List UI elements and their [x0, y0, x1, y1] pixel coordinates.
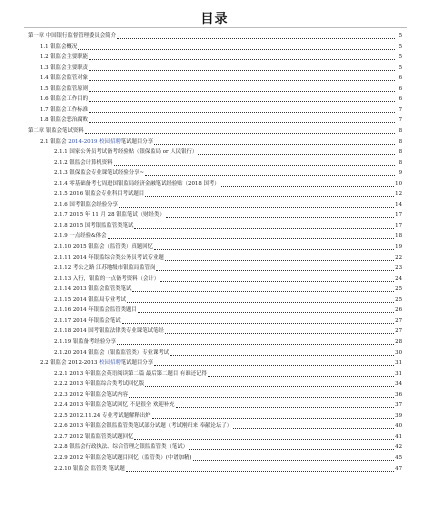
toc-entry-title: 2.1.10 2015 银监会（监管类）真题回忆	[54, 244, 153, 250]
toc-page-number: 5	[398, 33, 402, 39]
toc-page-number: 5	[398, 64, 402, 71]
toc-dot-leader	[156, 269, 394, 271]
toc-entry-title: 2.1.3 银保监会专业课笔试经验分享~	[54, 170, 145, 177]
toc-entry[interactable]	[40, 94, 402, 104]
toc-dot-leader	[108, 237, 395, 239]
toc-entry[interactable]	[40, 115, 402, 125]
toc-dot-leader	[89, 100, 395, 102]
toc-entry[interactable]	[40, 105, 402, 115]
toc-dot-leader	[152, 417, 395, 419]
toc-entry[interactable]	[54, 263, 402, 273]
toc-page-number: 6	[398, 96, 402, 103]
toc-dot-leader	[221, 185, 395, 187]
toc-dot-leader	[117, 343, 394, 345]
toc-dot-leader	[89, 111, 395, 113]
toc-entry[interactable]	[54, 379, 402, 389]
toc-dot-leader	[119, 206, 394, 208]
toc-entry[interactable]	[54, 168, 402, 178]
toc-dot-leader	[134, 438, 394, 440]
toc-page-number: 24	[395, 275, 402, 282]
toc-page-number: 31	[395, 360, 402, 367]
toc-entry-title: 2.2.4 2013 年银监会笔试回忆 不是很全 欢迎补充	[54, 402, 175, 409]
toc-dot-leader	[233, 427, 394, 429]
toc-entry-title: 2.1.9 一点经验&体会	[54, 233, 107, 240]
toc-entry[interactable]	[54, 369, 402, 379]
toc-entry[interactable]	[54, 189, 402, 199]
toc-entry-title: 2.1.20 2014 银监会（银监监管类）专业课考试	[54, 349, 170, 356]
toc-entry-title: 2.2.1 2013 年银监会英语阅读第二篇 最后第二题目 有谁还记得	[54, 370, 207, 377]
toc-dot-leader	[126, 470, 394, 472]
toc-entry[interactable]	[40, 42, 402, 52]
toc-dot-leader	[122, 322, 395, 324]
toc-page-number: 8	[398, 159, 402, 166]
toc-entry-title	[40, 137, 153, 147]
toc-entry-title: 2.1.7 2015 年 11 月 28 银监笔试（财经类）	[54, 212, 165, 219]
toc-page-number: 23	[395, 265, 402, 272]
toc-entry[interactable]	[54, 464, 402, 474]
toc-entry-title: 1.6 银监会工作目的	[40, 96, 89, 103]
toc-page-number: 28	[395, 338, 402, 345]
toc-entry-title: 2.2.2 2013 年银监综合类考试回忆版	[54, 381, 145, 388]
toc-page-number: 25	[395, 296, 402, 303]
toc-dot-leader	[117, 37, 395, 39]
toc-entry[interactable]	[54, 390, 402, 400]
toc-entry-title: 2.1.14 2013 银监会监管类笔试	[54, 286, 132, 293]
toc-entry-title-highlight: 校园招聘	[99, 360, 121, 367]
toc-entry-title: 第一章 中国银行监督管理委员会简介	[28, 33, 116, 39]
toc-entry-title	[40, 358, 153, 368]
toc-entry-title: 2.2.10 银监会 监管类 笔试题	[54, 465, 125, 472]
toc-dot-leader	[165, 259, 394, 261]
toc-entry[interactable]	[54, 442, 402, 452]
toc-page-number: 9	[398, 170, 402, 177]
toc-entry[interactable]	[54, 305, 402, 315]
toc-page-number: 34	[395, 381, 402, 388]
toc-page-number: 8	[398, 138, 402, 145]
toc-page-number: 27	[395, 317, 402, 324]
toc-dot-leader	[89, 121, 395, 123]
toc-entry[interactable]	[54, 421, 402, 431]
toc-entry[interactable]	[54, 147, 402, 157]
toc-page-number: 30	[395, 349, 402, 356]
toc-entry[interactable]	[54, 221, 402, 231]
toc-entry-title: 2.1.15 2014 银监局专业考试	[54, 296, 127, 303]
toc-page-number: 5	[398, 43, 402, 50]
toc-dot-leader	[145, 195, 394, 197]
toc-dot-leader	[89, 69, 395, 71]
toc-dot-leader	[176, 406, 395, 408]
toc-entry-title: 1.3 银监会主要职责	[40, 64, 89, 71]
toc-entry-title: 1.2 银监会主要职能	[40, 54, 89, 61]
toc-page-number: 18	[395, 233, 402, 240]
toc-page-number: 19	[395, 244, 402, 250]
toc-page-number: 37	[395, 402, 402, 409]
toc-entry-title: 2.2.7 2012 银监监管类试题回忆	[54, 433, 134, 440]
toc-entry-title: 2.1.17 2014 年银监会笔试	[54, 317, 121, 324]
toc-page-number: 27	[395, 328, 402, 335]
toc-entry-title: 2.1.16 2014 年银监会监管类题目	[54, 307, 137, 314]
toc-entry[interactable]	[54, 400, 402, 410]
toc-entry[interactable]	[40, 63, 402, 73]
toc-dot-leader	[89, 90, 395, 92]
toc-page-number: 42	[395, 444, 402, 451]
toc-entry-title: 2.1.8 2015 国考银监监管类笔试	[54, 222, 134, 229]
toc-entry[interactable]	[54, 284, 402, 294]
toc-page-number: 17	[395, 222, 402, 229]
toc-dot-leader	[134, 227, 394, 229]
toc-entry-title: 2.1.4 零基础备考七周进国银监局经济金融笔试经验贴（2018 国考）	[54, 180, 220, 187]
toc-entry[interactable]	[40, 52, 402, 62]
toc-page-number: 26	[395, 307, 402, 314]
toc-entry-title: 2.1.6 国考银监会经验分享	[54, 201, 118, 208]
toc-entry[interactable]	[40, 358, 402, 368]
toc-page-number: 17	[395, 212, 402, 219]
toc-page-number: 10	[395, 180, 402, 187]
toc-page-number: 7	[398, 117, 402, 124]
toc-entry-title-suffix: 笔试题目分享	[120, 360, 154, 367]
toc-entry[interactable]	[54, 210, 402, 220]
toc-page-number: 47	[395, 465, 402, 472]
toc-entry[interactable]	[54, 348, 402, 358]
toc-dot-leader	[127, 301, 394, 303]
toc-entry-title-highlight: 2014-2019 校园招聘	[68, 138, 121, 145]
toc-entry[interactable]	[54, 295, 402, 305]
toc-dot-leader	[154, 248, 394, 250]
toc-entry-title: 第二章 银监会笔试资料	[28, 127, 84, 134]
toc-dot-leader	[85, 132, 395, 134]
toc-dot-leader	[208, 375, 394, 377]
title-divider	[24, 27, 407, 28]
toc-page-number: 39	[395, 412, 402, 419]
toc-entry-title: 2.1.18 2014 国考银监法律类专业课笔试笔经	[54, 328, 164, 335]
toc-entry[interactable]	[40, 73, 402, 83]
toc-dot-leader	[129, 396, 394, 398]
toc-entry-title: 2.2.6 2013 年银监会银监监管类笔试部分试题（考试刚归来 奉献论坛了）	[54, 423, 233, 430]
toc-page-number: 12	[395, 191, 402, 198]
toc-entry-title-prefix: 2.2 银监会 2012-2013	[40, 360, 100, 367]
toc-entry-title: 1.4 银监会监管对象	[40, 75, 89, 82]
toc-entry-title: 2.2.5 2012.11.24 专业考试题解释出炉	[54, 412, 151, 419]
toc-entry-title: 1.5 银监会监管原则	[40, 85, 89, 92]
toc-entry[interactable]	[54, 253, 402, 263]
toc-entry[interactable]	[54, 453, 402, 463]
toc-entry-title: 2.1.11 2014 年银监综合类公务员考试专业题	[54, 254, 164, 261]
toc-page-number: 22	[395, 254, 402, 261]
toc-entry[interactable]	[54, 432, 402, 442]
toc-entry[interactable]	[54, 158, 402, 168]
toc-entry-title: 2.2.9 2012 年银监会笔试题目回忆（监管类）(中谱加精)	[54, 455, 192, 461]
toc-page-number: 7	[398, 106, 402, 113]
toc-dot-leader	[198, 153, 395, 155]
toc-page-number: 6	[398, 85, 402, 92]
toc-entry-title: 1.8 银监会恶治腐败	[40, 117, 89, 124]
toc-page-number: 25	[395, 286, 402, 293]
document-title: 目录	[200, 12, 229, 27]
toc-entry[interactable]	[28, 31, 402, 41]
toc-entry[interactable]	[28, 126, 402, 136]
toc-page-number: 40	[395, 423, 402, 430]
toc-dot-leader	[193, 459, 395, 461]
toc-dot-leader	[166, 216, 394, 218]
toc-dot-leader	[154, 364, 394, 366]
toc-entry-title: 2.1.13 入行，银监的一点备考资料（会计）	[54, 275, 160, 282]
toc-entry[interactable]	[54, 326, 402, 336]
toc-dot-leader	[145, 385, 394, 387]
toc-entry[interactable]	[54, 274, 402, 284]
toc-dot-leader	[89, 58, 395, 60]
toc-entry[interactable]	[40, 137, 402, 147]
toc-entry-title: 2.1.1 国家公务员考试备考经验贴（银保监局 or 人民银行）	[54, 149, 198, 156]
toc-dot-leader	[170, 354, 394, 356]
toc-page-number: 41	[395, 433, 402, 440]
toc-entry[interactable]	[54, 200, 402, 210]
toc-entry-title: 2.2.3 2012 年银监会笔试内容	[54, 391, 128, 398]
toc-dot-leader	[132, 290, 394, 292]
toc-page-number: 31	[395, 370, 402, 377]
toc-dot-leader	[189, 448, 394, 450]
toc-entry-title: 2.1.19 银监备考经验分享	[54, 338, 116, 345]
toc-page-number: 6	[398, 75, 402, 82]
toc-page-number: 14	[395, 201, 402, 208]
toc-page-number: 5	[398, 54, 402, 61]
toc-page-number: 8	[398, 149, 402, 156]
toc-entry-title-prefix: 2.1 银监会	[40, 138, 69, 145]
toc-dot-leader	[114, 164, 395, 166]
toc-entry-title: 2.2.8 银监会行政执法、综合管理之银监监管类（笔试）	[54, 444, 189, 451]
toc-entry-title: 2.1.2 银监会计算机资料	[54, 159, 113, 166]
toc-page-number: 36	[395, 391, 402, 398]
toc-entry[interactable]	[54, 337, 402, 347]
toc-dot-leader	[165, 332, 394, 334]
toc-dot-leader	[154, 143, 395, 145]
toc-dot-leader	[160, 280, 394, 282]
toc-entry[interactable]	[54, 179, 402, 189]
toc-entry-title: 2.1.5 2016 银监会专业科目考试题目	[54, 191, 145, 198]
toc-entry-title: 1.7 银监会工作标准	[40, 106, 89, 113]
toc-dot-leader	[89, 79, 395, 81]
toc-dot-leader	[78, 48, 395, 50]
toc-entry[interactable]	[54, 411, 402, 421]
toc-entry[interactable]	[54, 231, 402, 241]
toc-entry-title: 1.1 银监会概况	[40, 43, 78, 50]
toc-entry[interactable]	[54, 316, 402, 326]
toc-entry-title: 2.1.12 考公之路 江苏地级市银监局监管岗	[54, 265, 156, 272]
toc-entry[interactable]	[54, 242, 402, 252]
toc-entry-title-suffix: 笔试题目分享	[120, 138, 154, 145]
toc-entry[interactable]	[40, 84, 402, 94]
toc-dot-leader	[138, 311, 394, 313]
toc-page-number: 8	[398, 127, 402, 134]
toc-dot-leader	[145, 174, 395, 176]
toc-page-number: 45	[395, 455, 402, 461]
